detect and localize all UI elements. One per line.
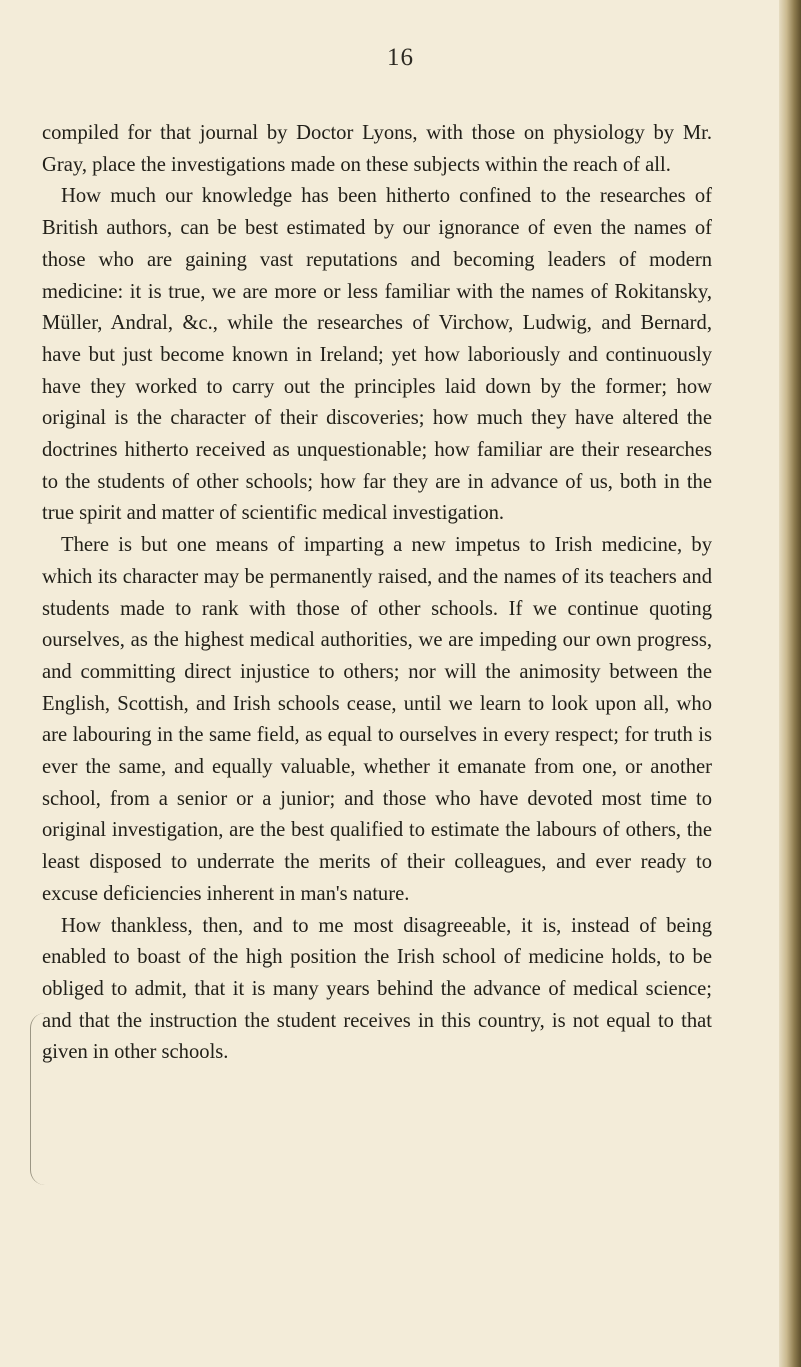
paragraph-3: There is but one means of imparting a new impetus to Irish medicine, by which its character may be permanently raised, and the names of its teachers and students made to rank with those of other schools. If we continue quoting ourselves, as the highest medical authorities, we are impeding our own progress, and committing direct injustice to others; nor will the animosity between the English, Scottish, and Irish schools cease, until we learn to look upon all, who are labouring in the same field, as equal to ourselves in every respect; for truth is ever the same, and equally valuable, whether it emanate from one, or another school, from a senior or a junior; and those who have devoted most time to original investigation, are the best qualified to estimate the labours of others, the least disposed to underrate the merits of their colleagues, and ever ready to excuse deficiencies inherent in man's nature. [42, 534, 712, 905]
paragraph-2: How much our knowledge has been hitherto confined to the researches of British authors, can be best estimated by our ignorance of even the names of those who are gaining vast reputations and becoming leaders of modern medicine: it is true, we are more or less familiar with the names of Rokitansky, Müller, Andral, &c., while the researches of Virchow, Ludwig, and Bernard, have but just become known in Ireland; yet how laboriously and continuously have they worked to carry out the principles laid down by the former; how original is the character of their discoveries; how much they have altered the doctrines hitherto received as unquestionable; how familiar are their researches to the students of other schools; how far they are in advance of us, both in the true spirit and matter of scientific medical investigation. [42, 185, 712, 525]
paragraph-1: compiled for that journal by Doctor Lyons, with those on physiology by Mr. Gray, place the investigations made on these subjects within the reach of all. [42, 122, 712, 176]
paragraph-4: How thankless, then, and to me most disagreeable, it is, instead of being enabled to boast of the high position the Irish school of medicine holds, to be obliged to admit, that it is many years behind the advance of medical science; and that the instruction the student receives in this country, is not equal to that given in other schools. [42, 914, 712, 1064]
page-edge-shadow [779, 0, 801, 1367]
page-number: 16 [387, 44, 414, 71]
body-text [42, 118, 712, 1069]
